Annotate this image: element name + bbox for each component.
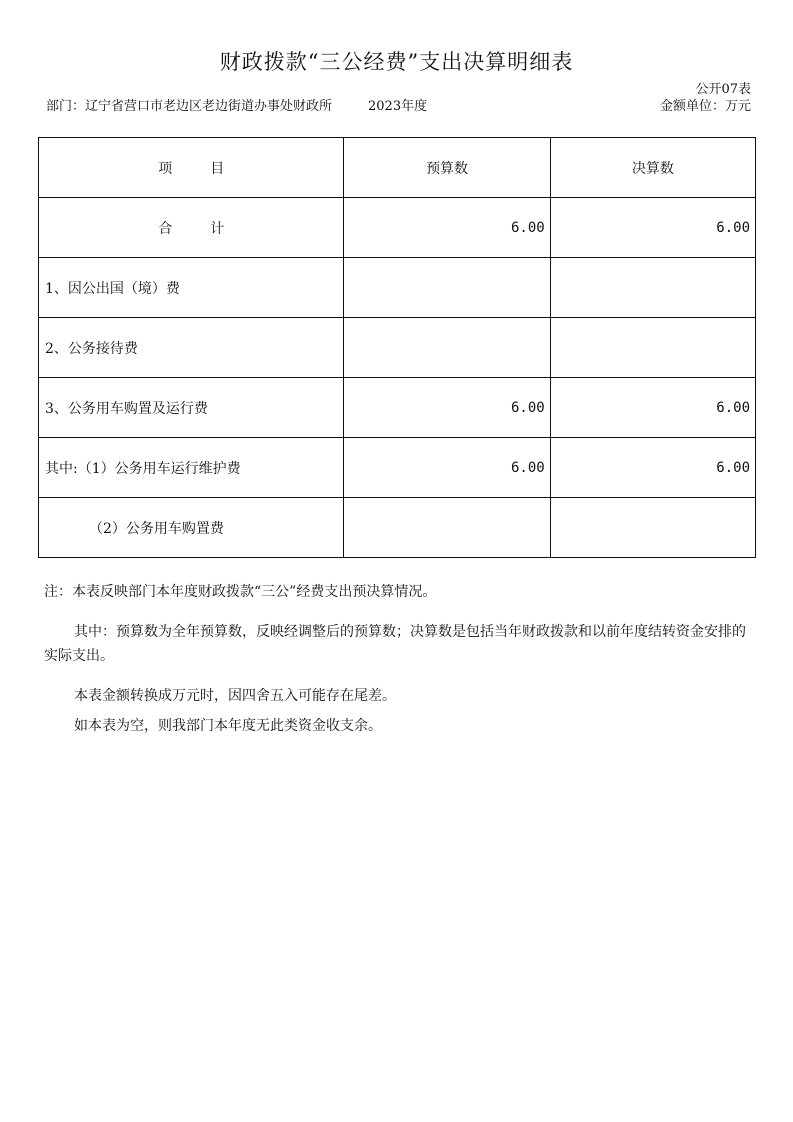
- row-budget-value: [344, 318, 550, 378]
- note-text: 其中：预算数为全年预算数，反映经调整后的预算数；决算数是包括当年财政拨款和以前年度结转资金安排的实际支出。: [44, 624, 746, 664]
- table-row: [39, 438, 756, 498]
- header-item: 项目: [39, 138, 344, 198]
- table-row: [39, 498, 756, 558]
- note-text: 本表金额转换成万元时，因四舍五入可能存在尾差。: [74, 688, 396, 704]
- row-final-value: 6.00: [550, 438, 755, 498]
- notes-section: [44, 580, 756, 738]
- form-number: 公开07表: [695, 82, 751, 97]
- row-final-value: [550, 498, 755, 558]
- table-row: [39, 318, 756, 378]
- table-row-total: [39, 198, 756, 258]
- row-label: 2、公务接待费: [39, 318, 344, 378]
- row-budget-value: 6.00: [344, 378, 550, 438]
- row-budget-value: [344, 498, 550, 558]
- row-label: 其中:（1）公务用车运行维护费: [39, 438, 344, 498]
- row-final-value: [550, 258, 755, 318]
- row-final-value: 6.00: [550, 198, 755, 258]
- amount-unit: 金额单位：万元: [659, 99, 751, 114]
- fiscal-year: 2023年度: [368, 99, 428, 114]
- page-title: 财政拨款“三公经费”支出决算明细表: [219, 50, 574, 74]
- row-budget-value: [344, 258, 550, 318]
- expenditure-table: [38, 137, 756, 558]
- row-budget-value: 6.00: [344, 438, 550, 498]
- row-budget-value: 6.00: [344, 198, 550, 258]
- note-text: 注：本表反映部门本年度财政拨款“三公”经费支出预决算情况。: [44, 584, 437, 600]
- row-label: 合计: [39, 198, 344, 258]
- row-final-value: 6.00: [550, 378, 755, 438]
- note-text: 如本表为空，则我部门本年度无此类资金收支余。: [74, 718, 382, 734]
- header-budget: 预算数: [344, 138, 550, 198]
- table-row: [39, 258, 756, 318]
- table-header-row: [39, 138, 756, 198]
- row-label: 3、公务用车购置及运行费: [39, 378, 344, 438]
- table-row: [39, 378, 756, 438]
- row-label: （2）公务用车购置费: [39, 498, 344, 558]
- row-final-value: [550, 318, 755, 378]
- department-label: 部门：辽宁省营口市老边区老边街道办事处财政所: [46, 99, 333, 114]
- header-final: 决算数: [550, 138, 755, 198]
- row-label: 1、因公出国（境）费: [39, 258, 344, 318]
